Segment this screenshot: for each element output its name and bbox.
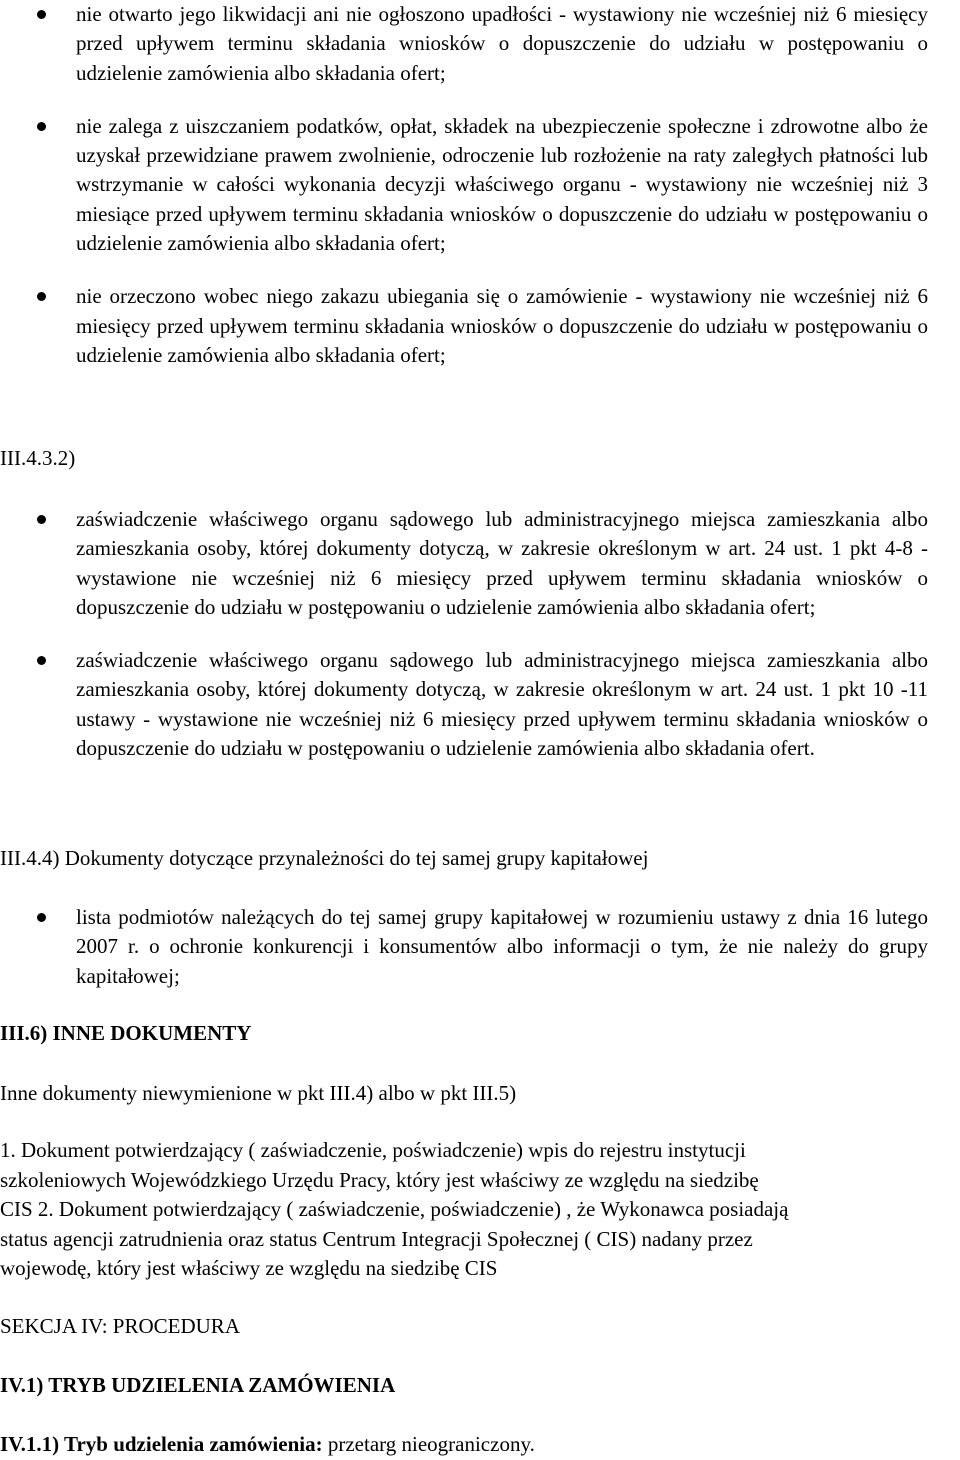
list-item xyxy=(0,505,960,622)
section-heading-iv-1: IV.1) TRYB UDZIELENIA ZAMÓWIENIA xyxy=(0,1373,396,1397)
list-item-text: zaświadczenie właściwego organu sądowego lub administracyjnego miejsca zamieszkania albo zamieszkania osoby, której dokumenty dotyczą, w zakresie określonym w art. 24 ust. 1 pkt 10 -11 ustawy - wystawione nie wcześniej niż 6 miesięcy przed upływem terminu składania wniosków o dopuszczenie do udziału w postępowaniu o udzielenie zamówienia albo składania ofert. xyxy=(76,648,928,761)
list-item-text: nie otwarto jego likwidacji ani nie ogłoszono upadłości - wystawiony nie wcześniej niż 6 miesięcy przed upływem terminu składania wniosków o dopuszczenie do udziału w postępowaniu o udzielenie zamówienia albo składania ofert; xyxy=(76,2,928,85)
bullet-icon xyxy=(37,10,46,19)
paragraph-line: status agencji zatrudnienia oraz status Centrum Integracji Społecznej ( CIS) nadany przez xyxy=(0,1226,753,1251)
other-documents-paragraph xyxy=(0,1136,956,1284)
paragraph-line: szkoleniowych Wojewódzkiego Urzędu Pracy, który jest właściwy ze względu na siedzibę xyxy=(0,1167,759,1192)
bullet-icon xyxy=(37,122,46,131)
bullet-icon xyxy=(37,656,46,665)
list-item xyxy=(0,646,960,763)
list-item-text: nie orzeczono wobec niego zakazu ubiegania się o zamówienie - wystawiony nie wcześniej niż 6 miesięcy przed upływem terminu składania wniosków o dopuszczenie do udziału w postępowaniu o udzielenie zamówienia albo składania ofert; xyxy=(76,284,928,367)
list-item-text: nie zalega z uiszczaniem podatków, opłat, składek na ubezpieczenie społeczne i zdrowotne albo że uzyskał przewidziane prawem zwolnienie, odroczenie lub rozłożenie na raty zaległych płatności lub wstrzymanie w całości wykonania decyzji właściwego organu - wystawiony nie wcześniej niż 3 miesiące przed upływem terminu składania wniosków o dopuszczenie do udziału w postępowaniu o udzielenie zamówienia albo składania ofert; xyxy=(76,113,928,256)
list-item-text: lista podmiotów należących do tej samej grupy kapitałowej w rozumieniu ustawy z dnia 16 lutego 2007 r. o ochronie konkurencji i konsumentów albo informacji o tym, że nie należy do grupy kapitałowej; xyxy=(76,905,928,988)
list-item xyxy=(0,0,960,88)
paragraph-line: 1. Dokument potwierdzający ( zaświadczenie, poświadczenie) wpis do rejestru instytucji xyxy=(0,1138,746,1162)
list-item-text: zaświadczenie właściwego organu sądowego lub administracyjnego miejsca zamieszkania albo zamieszkania osoby, której dokumenty dotyczą, w zakresie określonym w art. 24 ust. 1 pkt 4-8 - wystawione nie wcześniej niż 6 miesięcy przed upływem terminu składania wniosków o dopuszczenie do udziału w postępowaniu o udzielenie zamówienia albo składania ofert; xyxy=(76,507,928,619)
procedure-type-value: przetarg nieograniczony. xyxy=(327,1432,535,1456)
section-heading-iii-6: III.6) INNE DOKUMENTY xyxy=(0,1021,252,1045)
list-item xyxy=(0,282,960,370)
section-heading-iii-4-3-2: III.4.3.2) xyxy=(0,446,76,470)
bullet-icon xyxy=(37,515,46,524)
procedure-type-label: IV.1.1) Tryb udzielenia zamówienia: xyxy=(0,1432,323,1456)
bullet-icon xyxy=(37,913,46,922)
section-iv-title: SEKCJA IV: PROCEDURA xyxy=(0,1314,240,1338)
other-documents-intro: Inne dokumenty niewymienione w pkt III.4) albo w pkt III.5) xyxy=(0,1081,517,1105)
section-heading-iii-4-4: III.4.4) Dokumenty dotyczące przynależności do tej samej grupy kapitałowej xyxy=(0,846,649,870)
bullet-icon xyxy=(37,292,46,301)
procedure-type-line xyxy=(0,1430,535,1459)
requirements-list-2 xyxy=(0,505,960,763)
paragraph-line: CIS 2. Dokument potwierdzający ( zaświadczenie, poświadczenie) , że Wykonawca posiadają xyxy=(0,1197,789,1221)
requirements-list-3 xyxy=(0,903,960,991)
requirements-list-1 xyxy=(0,0,960,370)
paragraph-line: wojewodę, który jest właściwy ze względu na siedzibę CIS xyxy=(0,1256,498,1280)
list-item xyxy=(0,903,960,991)
list-item xyxy=(0,112,960,258)
